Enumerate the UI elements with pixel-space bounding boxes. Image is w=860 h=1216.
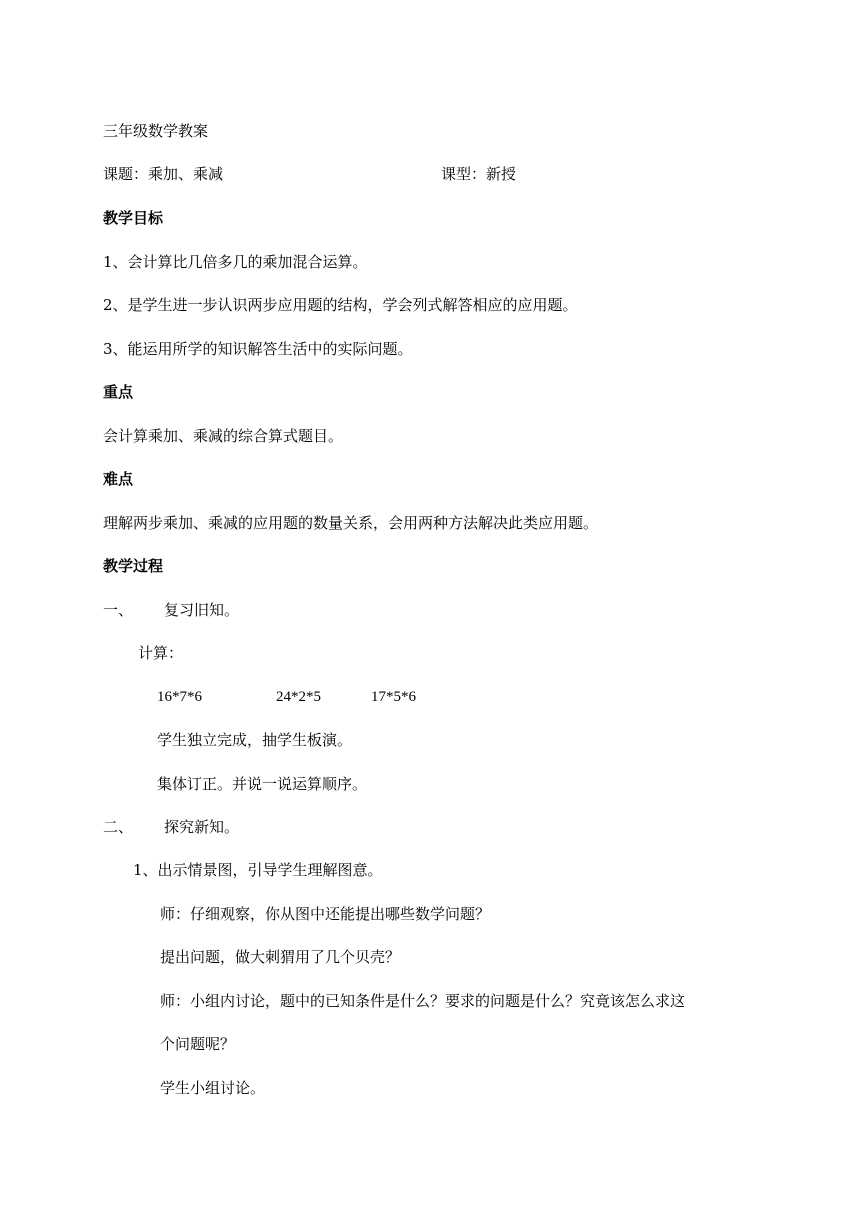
exercise-2: 24*2*5: [276, 689, 321, 705]
teacher-question-2-line-2: 个问题呢？: [160, 1035, 236, 1053]
key-point-heading: 重点: [103, 383, 134, 401]
topic-label: 课题：乘加、乘减: [103, 165, 224, 183]
group-discussion: 学生小组讨论。: [160, 1079, 266, 1097]
goal-item-1: 1、会计算比几倍多几的乘加混合运算。: [103, 253, 368, 271]
section1-note-1: 学生独立完成，抽学生板演。: [157, 731, 353, 749]
section1-number: 一、: [103, 601, 134, 619]
section1-title: 复习旧知。: [164, 601, 240, 619]
teacher-question-1: 师：仔细观察，你从图中还能提出哪些数学问题？: [160, 905, 491, 923]
document-title: 三年级数学教案: [103, 122, 209, 140]
key-point-text: 会计算乘加、乘减的综合算式题目。: [103, 427, 344, 445]
difficulty-text: 理解两步乘加、乘减的应用题的数量关系，会用两种方法解决此类应用题。: [103, 514, 599, 532]
lesson-type-label: 课型：新授: [441, 165, 517, 183]
section2-step-1: 1、出示情景图，引导学生理解图意。: [133, 861, 383, 879]
student-question: 提出问题，做大刺猬用了几个贝壳？: [160, 948, 401, 966]
section1-note-2: 集体订正。并说一说运算顺序。: [157, 775, 368, 793]
goal-item-2: 2、是学生进一步认识两步应用题的结构，学会列式解答相应的应用题。: [103, 296, 578, 314]
goals-heading: 教学目标: [103, 209, 164, 227]
calc-label: 计算：: [138, 644, 184, 662]
exercise-1: 16*7*6: [157, 689, 202, 705]
goal-item-3: 3、能运用所学的知识解答生活中的实际问题。: [103, 340, 413, 358]
exercise-3: 17*5*6: [371, 689, 416, 705]
teacher-question-2-line-1: 师：小组内讨论，题中的已知条件是什么？要求的问题是什么？究竟该怎么求这: [160, 992, 686, 1010]
section2-number: 二、: [103, 818, 134, 836]
difficulty-heading: 难点: [103, 470, 134, 488]
section2-title: 探究新知。: [164, 818, 240, 836]
process-heading: 教学过程: [103, 557, 164, 575]
